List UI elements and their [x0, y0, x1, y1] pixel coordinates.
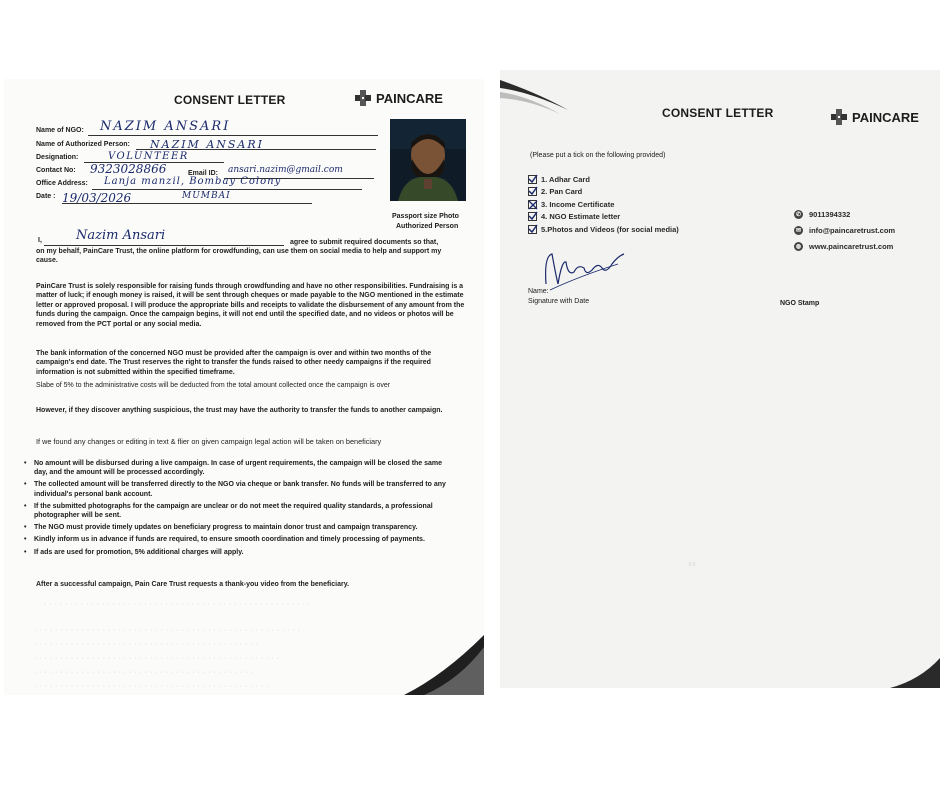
email-address: info@paincaretrust.com [809, 225, 896, 235]
declarant-signature: Nazim Ansari [76, 228, 166, 243]
terms-bullet-list [26, 459, 456, 560]
paincare-logo [354, 89, 443, 107]
terms-bullet: • No amount will be disbursed during a live campaign. In case of urgent requirements, the campaign will be closed the same day, and the amount will be processed accordingly. [26, 459, 456, 477]
agree-text-continued: on my behalf, PainCare Trust, the online platform for crowdfunding, can use them on social media to help and support my cause. [36, 248, 442, 265]
checklist-item [528, 211, 679, 224]
checkbox-ticked-icon [528, 175, 537, 184]
tick-instruction: (Please put a tick on the following provided) [530, 152, 666, 159]
responsibility-paragraph: PainCare Trust is solely responsible for raising funds through crowdfunding and have no other responsibilities. Fundraising is a matter of luck; if enough money is raised, it will be sent through cheques or made payable to the NGO mentioned in the estimate letter or approved proposal. I will produce the appropriate bills and receipts to validate the disbursement of any amount from the funds during the campaign. Once the campaign begins, it will not end until the specified date, and no videos or photos will be removed from the PCT portal or any social media. [36, 283, 465, 328]
email-label: Email ID: [188, 170, 218, 177]
checklist-label: 5.Photos and Videos (for social media) [541, 224, 679, 234]
bleed-through-line: · · · · · · · · · · · · · · · · · · · · · · · · · · · · · · · · · · · · · · · · · · · [34, 641, 259, 648]
ngo-name-line [88, 135, 378, 136]
bank-info-paragraph: The bank information of the concerned NGO must be provided after the campaign is over and within two months of the campaign's end date. The Trust reserves the right to transfer the funds raised to other needy campaigns if the required information is not submitted within the specified timeframe. [36, 350, 432, 376]
address-city-value: MUMBAI [182, 191, 231, 201]
checklist-label: 3. Income Certificate [541, 199, 615, 209]
brand-name: PAINCARE [376, 90, 443, 106]
corner-decoration-bottom-right [384, 635, 484, 695]
phone-number: 9011394332 [809, 209, 851, 219]
closing-note: After a successful campaign, Pain Care Trust requests a thank-you video from the beneficiary. [36, 581, 350, 588]
email-value: ansari.nazim@gmail.com [228, 165, 343, 175]
suspicious-activity-paragraph: However, if they discover anything suspicious, the trust may have the authority to transfer the funds to another campaign. [36, 407, 443, 414]
handwritten-signature [540, 246, 630, 296]
terms-bullet: • Kindly inform us in advance if funds are required, to ensure smooth coordination and timely processing of payments. [26, 535, 456, 544]
page-title: CONSENT LETTER [662, 106, 774, 120]
checklist-label: 4. NGO Estimate letter [541, 212, 621, 222]
admin-cost-note: Slabe of 5% to the administrative costs will be deducted from the total amount collected once the campaign is over [36, 382, 391, 389]
bleed-through-line: · · · · · · · · · · · · · · · · · · · · · · · · · · · · · · · · · · · · · · · · · · · · · · · · · · · [34, 627, 301, 634]
paincare-logo-icon [830, 108, 848, 126]
phone-icon: ✆ [795, 211, 802, 218]
checkbox-ticked-icon [528, 225, 537, 234]
page-title: CONSENT LETTER [174, 93, 286, 107]
office-address-line [92, 189, 362, 190]
i-label: I, [38, 237, 42, 244]
terms-bullet: • If the submitted photographs for the campaign are unclear or do not meet the required quality standards, a professional photographer will be sent. [26, 502, 456, 520]
checkbox-crossed-icon [528, 200, 537, 209]
photo-caption-line2: Authorized Person [396, 223, 459, 230]
checklist-item [528, 173, 679, 186]
agree-text: agree to submit required documents so that, [290, 239, 439, 246]
ngo-name-label: Name of NGO: [36, 127, 84, 134]
office-address-label: Office Address: [36, 180, 88, 187]
terms-bullet: • The NGO must provide timely updates on beneficiary progress to maintain donor trust and campaign transparency. [26, 523, 456, 532]
office-address-value: Lanja manzil, Bombay Colony [104, 176, 282, 187]
authorized-person-label: Name of Authorized Person: [36, 141, 130, 148]
checkbox-ticked-icon [528, 187, 537, 196]
designation-label: Designation: [36, 154, 79, 161]
corner-decoration-top-left [500, 70, 570, 120]
contact-number-value: 9323028866 [90, 162, 167, 176]
contact-row [794, 238, 895, 254]
person-photo-icon [390, 119, 466, 201]
ngo-stamp-label: NGO Stamp [780, 300, 820, 307]
photo-caption-line1: Passport size Photo [392, 213, 459, 220]
passport-photo [390, 119, 466, 201]
document-checklist [528, 173, 679, 236]
bleed-through-line: · · · · · · · · · · · · · · · · · · · · · · · · · · · · · · · · · · · · · · · · · · · · · [34, 683, 269, 690]
paincare-logo [830, 108, 919, 126]
checklist-item [528, 223, 679, 236]
checklist-label: 1. Adhar Card [541, 174, 590, 184]
signature-line [44, 245, 284, 246]
bleed-through-line: · · · · · · · · · · · · · · · · · · · · · · · · · · · · · · · · · · · · · · · · · · · · · · · · · · · [44, 601, 311, 608]
ngo-name-value: NAZIM ANSARI [100, 119, 231, 134]
bleed-through-mark: ꝛꝛ [688, 561, 696, 568]
contact-block [794, 206, 895, 254]
corner-decoration-bottom-right [880, 658, 940, 688]
paincare-logo-icon [354, 89, 372, 107]
terms-bullet: • The collected amount will be transferred directly to the NGO via cheque or bank transfer. No funds will be transferred to any individual's personal bank account. [26, 480, 456, 498]
bleed-through-line: · · · · · · · · · · · · · · · · · · · · · · · · · · · · · · · · · · · · · · · · · · · · · · · [34, 655, 280, 662]
checkbox-ticked-icon [528, 212, 537, 221]
consent-letter-page-2 [500, 70, 940, 688]
bleed-through-line: · · · · · · · · · · · · · · · · · · · · · · · · · · · · · · · · · · · · · · · · · · [34, 669, 254, 676]
contact-number-label: Contact No: [36, 167, 76, 174]
terms-bullet: • If ads are used for promotion, 5% additional charges will apply. [26, 548, 456, 557]
date-value: 19/03/2026 [62, 191, 132, 205]
checklist-label: 2. Pan Card [541, 187, 583, 197]
name-label: Name: [528, 288, 549, 295]
contact-row [794, 222, 895, 238]
consent-letter-page-1 [4, 79, 484, 695]
date-label: Date : [36, 193, 56, 200]
signature-with-date-label: Signature with Date [528, 298, 590, 305]
editing-warning-note: If we found any changes or editing in text & flier on given campaign legal action will be taken on beneficiary [36, 437, 382, 446]
brand-name: PAINCARE [852, 109, 919, 125]
website-url: www.paincaretrust.com [809, 241, 894, 251]
checklist-item [528, 198, 679, 211]
contact-row [794, 206, 895, 222]
checklist-item [528, 186, 679, 199]
mail-icon: ✉ [795, 227, 802, 234]
designation-value: VOLUNTEER [108, 151, 189, 162]
globe-icon: ◍ [795, 243, 802, 250]
authorized-person-value: NAZIM ANSARI [150, 138, 264, 151]
